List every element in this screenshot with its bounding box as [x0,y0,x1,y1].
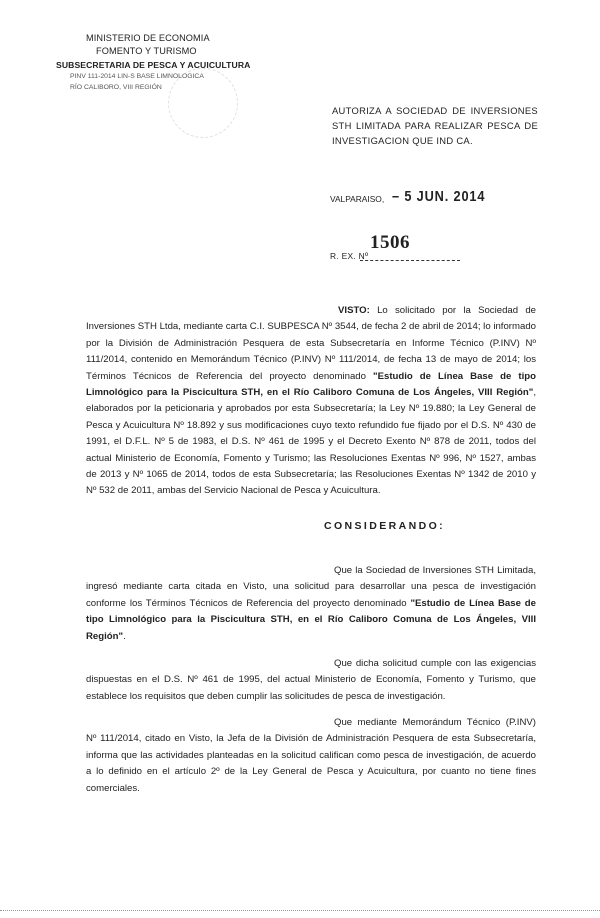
ministry-subname: FOMENTO Y TURISMO [96,46,197,56]
visto-project-name: "Estudio de Línea Base de tipo Limnológico para la Piscicultura STH, en el Río Caliboro Comuna de Los Ángeles, VIII Región" [86,370,536,399]
visto-paragraph [86,303,536,500]
considerando-paragraph-2: Que dicha solicitud cumple con las exigencias dispuestas en el D.S. Nº 461 de 1995, del actual Ministerio de Economía, Fomento y Turismo, que establece los requisitos que deben cumplir las solicitudes de pesca de investigación. [86,658,536,702]
c1-project-name: "Estudio de Línea Base de tipo Limnológico para la Piscicultura STH, en el Río Caliboro Comuna de Los Ángeles, VIII Región" [86,597,536,642]
place-label: VALPARAISO, [330,194,385,204]
resolution-title: AUTORIZA A SOCIEDAD DE INVERSIONES STH LIMITADA PARA REALIZAR PESCA DE INVESTIGACION QUE IND CA. [332,105,538,146]
considerando-heading: CONSIDERANDO: [324,520,446,532]
resolution-label: R. EX. Nº [330,251,369,261]
seal-stamp [168,68,238,138]
c1-text-a: Que la Sociedad de Inversiones STH Limitada, ingresó mediante carta citada en Visto, una solicitud para desarrollar una pesca de investigación conforme los Términos Técnicos de Referencia del proyecto denominado [86,565,536,609]
visto-text-b: , elaborados por la peticionaria y aprobados por esta Subsecretaría; la Ley Nº 19.880; la Ley General de Pesca y Acuicultura Nº 18.892 y sus modificaciones cuyo texto refundido fue fijado por el D.S. Nº 430 de 1991, el D.F.L. Nº 5 de 1983, el D.S. Nº 461 de 1995 y el Decreto Exento Nº 878 de 2011, todos del actual Ministerio de Economía, Fomento y Turismo; las Resoluciones Exentas Nº 996, Nº 1527, ambas de 2013 y Nº 1065 de 2014, todos de esta Subsecretaría; las Resoluciones Exentas Nº 1342 de 2010 y Nº 532 de 2011, ambas del Servicio Nacional de Pesca y Acuicultura. [86,387,536,497]
location-reference: RÍO CALIBORO, VIII REGIÓN [70,84,162,91]
ministry-name: MINISTERIO DE ECONOMIA [86,33,210,43]
resolution-number: 1506 [370,232,410,253]
c1-text-b: . [123,630,126,642]
subsecretaria-name: SUBSECRETARIA DE PESCA Y ACUICULTURA [56,60,251,70]
considerando-paragraph-1 [86,563,536,645]
considerando-paragraph-3: Que mediante Memorándum Técnico (P.INV) Nº 111/2014, citado en Visto, la Jefa de la División de Administración Pesquera de esta Subsecretaría, informa que las actividades planteadas en la solicitud califican como pesca de investigación, de acuerdo a lo definido en el artículo 2º de la Ley General de Pesca y Acuicultura, por cuanto no tiene fines comerciales. [86,717,536,794]
visto-label: VISTO: [338,305,370,316]
date-stamp: – 5 JUN. 2014 [392,188,486,205]
page-bottom-edge [0,910,600,911]
visto-text-a: Lo solicitado por la Sociedad de Inversiones STH Ltda, mediante carta C.I. SUBPESCA Nº 3544, de fecha 2 de abril de 2014; lo informado por la División de Administración Pesquera de esta Subsecretaría en Informe Técnico (P.INV) Nº 111/2014, contenido en Memorándum Técnico (P.INV) Nº 111/2014, de fecha 13 de mayo de 2014; los Términos Técnicos de Referencia del proyecto denominado [86,305,536,382]
resolution-number-underline [360,260,460,261]
file-reference: PINV 111-2014 LIN-S BASE LIMNOLOGICA [70,73,204,80]
